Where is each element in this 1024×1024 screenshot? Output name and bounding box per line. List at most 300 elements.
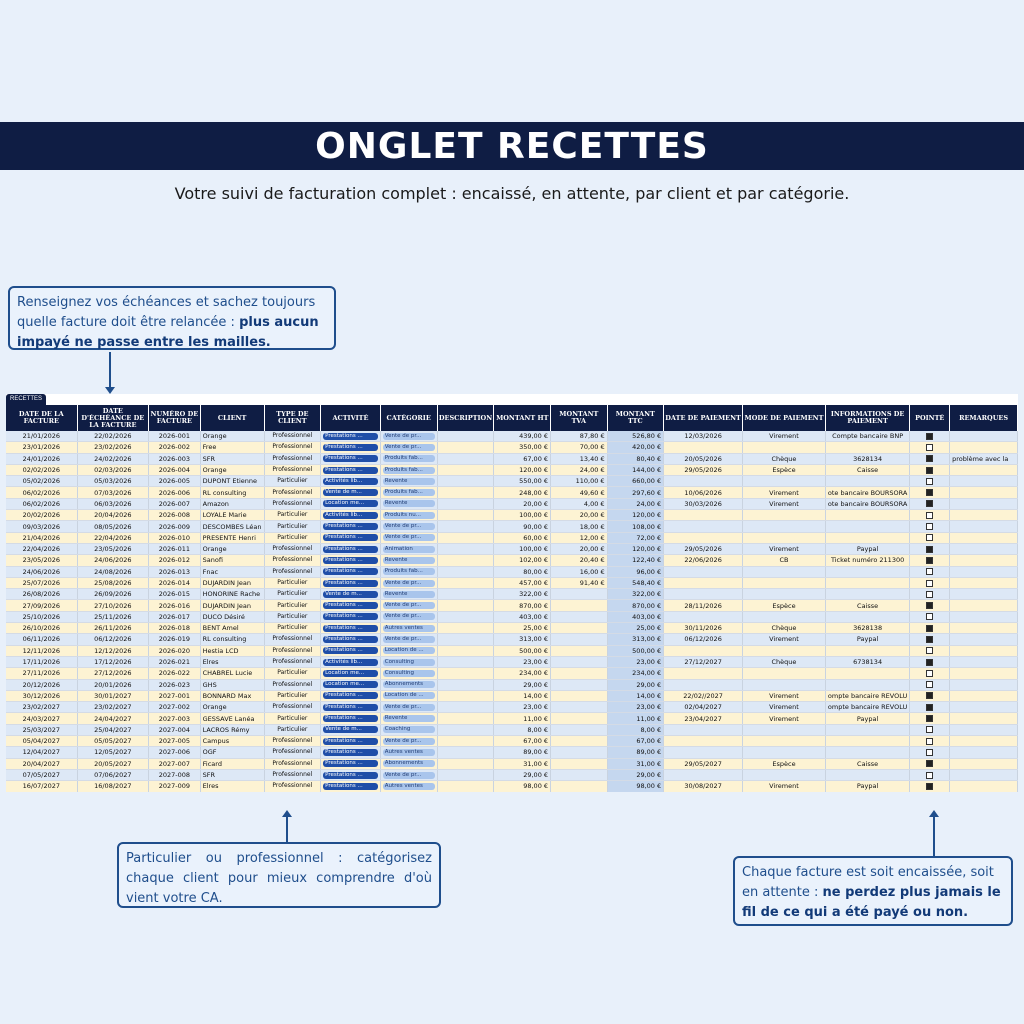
sheet-tab-recettes[interactable]: RECETTES	[6, 394, 46, 405]
table-cell[interactable]: Paypal	[825, 713, 909, 724]
column-header[interactable]: NUMÉRO DE FACTURE	[149, 405, 201, 431]
table-cell[interactable]	[551, 668, 608, 679]
table-cell[interactable]: Ficard	[200, 758, 264, 769]
activity-dropdown[interactable]: Prestations ...	[323, 738, 378, 745]
table-cell[interactable]	[825, 769, 909, 780]
activity-dropdown[interactable]: Prestations ...	[323, 557, 378, 564]
table-cell[interactable]: 2026-016	[149, 600, 201, 611]
table-cell[interactable]: 27/10/2026	[77, 600, 148, 611]
table-cell[interactable]	[743, 476, 826, 487]
table-cell[interactable]: 20/04/2027	[6, 758, 77, 769]
table-cell[interactable]: 02/02/2026	[6, 464, 77, 475]
table-cell[interactable]: Particulier	[264, 690, 321, 701]
pointe-checkbox[interactable]	[926, 444, 933, 451]
table-cell[interactable]: ompte bancaire REVOLU	[825, 690, 909, 701]
table-cell[interactable]: 12/11/2026	[6, 645, 77, 656]
table-cell[interactable]	[825, 611, 909, 622]
table-cell[interactable]: Particulier	[264, 724, 321, 735]
table-cell[interactable]	[380, 498, 437, 509]
table-cell[interactable]: 120,00 €	[607, 543, 664, 554]
table-cell[interactable]: 26/11/2026	[77, 623, 148, 634]
table-cell[interactable]	[664, 510, 743, 521]
table-cell[interactable]: Caisse	[825, 758, 909, 769]
table-cell[interactable]: 12/03/2026	[664, 431, 743, 442]
table-cell[interactable]	[321, 521, 381, 532]
table-cell[interactable]: Virement	[743, 690, 826, 701]
table-cell[interactable]	[551, 600, 608, 611]
table-cell[interactable]: Professionnel	[264, 431, 321, 442]
table-cell[interactable]: 350,00 €	[494, 442, 551, 453]
table-cell[interactable]: 67,00 €	[607, 736, 664, 747]
category-dropdown[interactable]: Location de ...	[383, 692, 435, 699]
table-cell[interactable]: DUJARDIN Jean	[200, 600, 264, 611]
table-cell[interactable]: Particulier	[264, 510, 321, 521]
table-cell[interactable]: 06/02/2026	[6, 498, 77, 509]
table-cell[interactable]: GESSAVE Lanéa	[200, 713, 264, 724]
table-cell[interactable]	[437, 464, 494, 475]
table-cell[interactable]: 20/01/2026	[77, 679, 148, 690]
column-header[interactable]: ACTIVITÉ	[321, 405, 381, 431]
table-cell[interactable]: 27/09/2026	[6, 600, 77, 611]
table-cell[interactable]	[551, 656, 608, 667]
table-cell[interactable]	[910, 702, 950, 713]
table-cell[interactable]	[910, 634, 950, 645]
table-cell[interactable]: 2026-019	[149, 634, 201, 645]
table-cell[interactable]: Orange	[200, 543, 264, 554]
table-cell[interactable]	[437, 781, 494, 792]
table-cell[interactable]: Professionnel	[264, 679, 321, 690]
table-cell[interactable]: 2027-008	[149, 769, 201, 780]
table-cell[interactable]: PRESENTE Henri	[200, 532, 264, 543]
table-cell[interactable]	[950, 758, 1018, 769]
table-cell[interactable]: Particulier	[264, 611, 321, 622]
table-cell[interactable]: 313,00 €	[494, 634, 551, 645]
table-cell[interactable]: 49,60 €	[551, 487, 608, 498]
table-cell[interactable]	[437, 543, 494, 554]
table-cell[interactable]	[743, 769, 826, 780]
table-cell[interactable]: Sanofi	[200, 555, 264, 566]
table-cell[interactable]	[321, 532, 381, 543]
category-dropdown[interactable]: Autres ventes	[383, 625, 435, 632]
table-cell[interactable]	[380, 487, 437, 498]
table-cell[interactable]: 403,00 €	[607, 611, 664, 622]
table-cell[interactable]: Orange	[200, 431, 264, 442]
table-cell[interactable]: 24,00 €	[551, 464, 608, 475]
table-cell[interactable]: 90,00 €	[494, 521, 551, 532]
table-cell[interactable]	[321, 498, 381, 509]
table-cell[interactable]: 439,00 €	[494, 431, 551, 442]
table-cell[interactable]: problème avec la	[950, 453, 1018, 464]
table-cell[interactable]: 2026-001	[149, 431, 201, 442]
table-cell[interactable]: 500,00 €	[494, 645, 551, 656]
pointe-checkbox[interactable]	[926, 715, 933, 722]
activity-dropdown[interactable]: Prestations ...	[323, 783, 378, 790]
table-cell[interactable]	[910, 589, 950, 600]
table-cell[interactable]: 20/05/2026	[664, 453, 743, 464]
table-cell[interactable]	[743, 589, 826, 600]
table-cell[interactable]: Professionnel	[264, 736, 321, 747]
table-cell[interactable]	[380, 464, 437, 475]
table-cell[interactable]: 2027-005	[149, 736, 201, 747]
table-cell[interactable]	[825, 747, 909, 758]
table-cell[interactable]	[437, 600, 494, 611]
table-cell[interactable]: Professionnel	[264, 543, 321, 554]
activity-dropdown[interactable]: Vente de m...	[323, 489, 378, 496]
table-cell[interactable]: Professionnel	[264, 464, 321, 475]
table-cell[interactable]: Professionnel	[264, 634, 321, 645]
table-cell[interactable]: Campus	[200, 736, 264, 747]
table-cell[interactable]	[437, 736, 494, 747]
table-cell[interactable]: 20,00 €	[551, 510, 608, 521]
table-cell[interactable]	[910, 521, 950, 532]
pointe-checkbox[interactable]	[926, 704, 933, 711]
table-cell[interactable]	[664, 724, 743, 735]
table-cell[interactable]: Amazon	[200, 498, 264, 509]
table-cell[interactable]	[380, 769, 437, 780]
activity-dropdown[interactable]: Prestations ...	[323, 546, 378, 553]
table-cell[interactable]	[664, 577, 743, 588]
activity-dropdown[interactable]: Prestations ...	[323, 433, 378, 440]
table-cell[interactable]: 67,00 €	[494, 453, 551, 464]
table-cell[interactable]: 8,00 €	[494, 724, 551, 735]
table-cell[interactable]: Virement	[743, 781, 826, 792]
category-dropdown[interactable]: Autres ventes	[383, 749, 435, 756]
table-cell[interactable]: CB	[743, 555, 826, 566]
pointe-checkbox[interactable]	[926, 749, 933, 756]
table-cell[interactable]: 25/11/2026	[77, 611, 148, 622]
pointe-checkbox[interactable]	[926, 523, 933, 530]
table-cell[interactable]	[950, 566, 1018, 577]
pointe-checkbox[interactable]	[926, 602, 933, 609]
category-dropdown[interactable]: Revente	[383, 715, 435, 722]
table-cell[interactable]: 29,00 €	[607, 679, 664, 690]
table-cell[interactable]	[321, 431, 381, 442]
category-dropdown[interactable]: Vente de pr...	[383, 772, 435, 779]
table-cell[interactable]	[380, 623, 437, 634]
table-cell[interactable]: 144,00 €	[607, 464, 664, 475]
table-cell[interactable]	[950, 645, 1018, 656]
table-cell[interactable]	[380, 589, 437, 600]
activity-dropdown[interactable]: Prestations ...	[323, 749, 378, 756]
table-cell[interactable]: HONORINE Rache	[200, 589, 264, 600]
activity-dropdown[interactable]: Vente de m...	[323, 591, 378, 598]
table-cell[interactable]	[321, 724, 381, 735]
table-cell[interactable]	[743, 724, 826, 735]
category-dropdown[interactable]: Revente	[383, 557, 435, 564]
table-cell[interactable]: Free	[200, 442, 264, 453]
pointe-checkbox[interactable]	[926, 534, 933, 541]
table-cell[interactable]	[910, 769, 950, 780]
activity-dropdown[interactable]: Prestations ...	[323, 772, 378, 779]
table-cell[interactable]	[551, 611, 608, 622]
table-cell[interactable]: 122,40 €	[607, 555, 664, 566]
table-cell[interactable]: 2027-009	[149, 781, 201, 792]
table-cell[interactable]	[437, 510, 494, 521]
table-cell[interactable]	[551, 758, 608, 769]
table-cell[interactable]	[321, 645, 381, 656]
table-cell[interactable]: 20/12/2026	[6, 679, 77, 690]
table-cell[interactable]: 2026-009	[149, 521, 201, 532]
table-cell[interactable]: 21/04/2026	[6, 532, 77, 543]
table-cell[interactable]	[664, 521, 743, 532]
activity-dropdown[interactable]: Prestations ...	[323, 602, 378, 609]
table-cell[interactable]	[437, 566, 494, 577]
table-cell[interactable]: 24/03/2027	[6, 713, 77, 724]
table-cell[interactable]: 322,00 €	[607, 589, 664, 600]
table-cell[interactable]: Espèce	[743, 600, 826, 611]
table-cell[interactable]	[910, 498, 950, 509]
table-cell[interactable]	[380, 611, 437, 622]
table-cell[interactable]: 403,00 €	[494, 611, 551, 622]
table-cell[interactable]: Virement	[743, 487, 826, 498]
table-cell[interactable]: 08/05/2026	[77, 521, 148, 532]
table-cell[interactable]: 870,00 €	[607, 600, 664, 611]
table-cell[interactable]	[380, 656, 437, 667]
table-cell[interactable]: 23/04/2027	[664, 713, 743, 724]
table-cell[interactable]	[380, 736, 437, 747]
table-cell[interactable]	[437, 555, 494, 566]
table-cell[interactable]: DUCO Désiré	[200, 611, 264, 622]
table-cell[interactable]: 10/06/2026	[664, 487, 743, 498]
table-cell[interactable]: Particulier	[264, 521, 321, 532]
table-cell[interactable]: Particulier	[264, 600, 321, 611]
table-cell[interactable]: 548,40 €	[607, 577, 664, 588]
table-cell[interactable]	[743, 577, 826, 588]
table-cell[interactable]: 80,40 €	[607, 453, 664, 464]
activity-dropdown[interactable]: Prestations ...	[323, 636, 378, 643]
table-cell[interactable]: 2026-022	[149, 668, 201, 679]
table-cell[interactable]	[910, 724, 950, 735]
table-cell[interactable]	[437, 623, 494, 634]
table-cell[interactable]	[321, 769, 381, 780]
table-cell[interactable]: 2026-003	[149, 453, 201, 464]
column-header[interactable]: MONTANT TTC	[607, 405, 664, 431]
category-dropdown[interactable]: Produits fab...	[383, 467, 435, 474]
table-cell[interactable]	[321, 634, 381, 645]
table-cell[interactable]: LOYALE Marie	[200, 510, 264, 521]
table-cell[interactable]: 25/10/2026	[6, 611, 77, 622]
table-cell[interactable]: 14,00 €	[607, 690, 664, 701]
column-header[interactable]: TYPE DE CLIENT	[264, 405, 321, 431]
table-cell[interactable]: 12,00 €	[551, 532, 608, 543]
column-header[interactable]: CLIENT	[200, 405, 264, 431]
table-cell[interactable]: 23/02/2026	[77, 442, 148, 453]
table-cell[interactable]: Professionnel	[264, 442, 321, 453]
table-cell[interactable]: 457,00 €	[494, 577, 551, 588]
column-header[interactable]: MODE DE PAIEMENT	[743, 405, 826, 431]
table-cell[interactable]: 20,00 €	[494, 498, 551, 509]
table-cell[interactable]: 22/06/2026	[664, 555, 743, 566]
table-cell[interactable]	[437, 577, 494, 588]
table-cell[interactable]	[910, 611, 950, 622]
table-cell[interactable]: 2026-012	[149, 555, 201, 566]
table-cell[interactable]: Virement	[743, 543, 826, 554]
table-cell[interactable]: Ticket numéro 211300	[825, 555, 909, 566]
table-cell[interactable]	[825, 724, 909, 735]
table-cell[interactable]: 89,00 €	[607, 747, 664, 758]
table-cell[interactable]	[910, 476, 950, 487]
table-cell[interactable]: 98,00 €	[607, 781, 664, 792]
table-cell[interactable]: Virement	[743, 713, 826, 724]
table-cell[interactable]: 17/11/2026	[6, 656, 77, 667]
table-cell[interactable]: 02/04/2027	[664, 702, 743, 713]
table-cell[interactable]: Professionnel	[264, 769, 321, 780]
table-cell[interactable]	[910, 645, 950, 656]
table-cell[interactable]: GHS	[200, 679, 264, 690]
table-cell[interactable]	[910, 668, 950, 679]
table-cell[interactable]	[664, 747, 743, 758]
table-cell[interactable]	[437, 769, 494, 780]
table-cell[interactable]: 70,00 €	[551, 442, 608, 453]
table-cell[interactable]: 06/12/2026	[664, 634, 743, 645]
table-cell[interactable]	[950, 769, 1018, 780]
table-cell[interactable]	[321, 442, 381, 453]
table-cell[interactable]	[950, 690, 1018, 701]
table-cell[interactable]: ote bancaire BOURSORA	[825, 487, 909, 498]
activity-dropdown[interactable]: Prestations ...	[323, 704, 378, 711]
table-cell[interactable]	[910, 781, 950, 792]
table-cell[interactable]: Fnac	[200, 566, 264, 577]
category-dropdown[interactable]: Produits fab...	[383, 568, 435, 575]
table-cell[interactable]	[321, 487, 381, 498]
category-dropdown[interactable]: Vente de pr...	[383, 580, 435, 587]
table-cell[interactable]: 25,00 €	[607, 623, 664, 634]
table-cell[interactable]: Professionnel	[264, 645, 321, 656]
table-cell[interactable]	[825, 679, 909, 690]
table-cell[interactable]: 29/05/2027	[664, 758, 743, 769]
table-cell[interactable]	[743, 611, 826, 622]
table-cell[interactable]	[664, 566, 743, 577]
table-cell[interactable]: 322,00 €	[494, 589, 551, 600]
table-cell[interactable]: Particulier	[264, 532, 321, 543]
pointe-checkbox[interactable]	[926, 433, 933, 440]
table-cell[interactable]: 22/02/2026	[77, 431, 148, 442]
table-cell[interactable]: Elres	[200, 656, 264, 667]
table-cell[interactable]	[380, 521, 437, 532]
table-cell[interactable]	[910, 453, 950, 464]
table-cell[interactable]: 89,00 €	[494, 747, 551, 758]
table-cell[interactable]: 2026-021	[149, 656, 201, 667]
table-cell[interactable]	[437, 487, 494, 498]
table-cell[interactable]: Hestia LCD	[200, 645, 264, 656]
table-cell[interactable]	[437, 634, 494, 645]
table-cell[interactable]	[910, 464, 950, 475]
table-cell[interactable]: 26/08/2026	[6, 589, 77, 600]
table-cell[interactable]	[380, 442, 437, 453]
table-cell[interactable]: 24,00 €	[607, 498, 664, 509]
table-cell[interactable]	[437, 611, 494, 622]
table-cell[interactable]	[437, 645, 494, 656]
table-cell[interactable]	[950, 747, 1018, 758]
table-cell[interactable]	[910, 431, 950, 442]
table-cell[interactable]	[437, 476, 494, 487]
table-cell[interactable]: 23/05/2026	[6, 555, 77, 566]
table-cell[interactable]: 06/03/2026	[77, 498, 148, 509]
table-cell[interactable]	[825, 566, 909, 577]
activity-dropdown[interactable]: Prestations ...	[323, 534, 378, 541]
category-dropdown[interactable]: Consulting	[383, 670, 435, 677]
table-cell[interactable]: ote bancaire BOURSORA	[825, 498, 909, 509]
pointe-checkbox[interactable]	[926, 760, 933, 767]
table-cell[interactable]	[380, 690, 437, 701]
table-cell[interactable]: BONNARD Max	[200, 690, 264, 701]
table-cell[interactable]	[743, 532, 826, 543]
table-cell[interactable]	[664, 532, 743, 543]
table-cell[interactable]: 23/05/2026	[77, 543, 148, 554]
table-cell[interactable]	[664, 769, 743, 780]
table-cell[interactable]	[910, 690, 950, 701]
table-cell[interactable]: 07/06/2027	[77, 769, 148, 780]
table-cell[interactable]	[380, 747, 437, 758]
column-header[interactable]: CATÉGORIE	[380, 405, 437, 431]
table-cell[interactable]: 29/05/2026	[664, 464, 743, 475]
table-cell[interactable]	[950, 442, 1018, 453]
pointe-checkbox[interactable]	[926, 455, 933, 462]
category-dropdown[interactable]: Vente de pr...	[383, 433, 435, 440]
table-cell[interactable]: 2026-004	[149, 464, 201, 475]
table-cell[interactable]	[321, 566, 381, 577]
table-cell[interactable]: 23/02/2027	[77, 702, 148, 713]
table-cell[interactable]: 2026-010	[149, 532, 201, 543]
table-cell[interactable]	[437, 442, 494, 453]
table-cell[interactable]: 2026-008	[149, 510, 201, 521]
table-cell[interactable]	[664, 589, 743, 600]
table-cell[interactable]	[551, 645, 608, 656]
table-cell[interactable]	[910, 747, 950, 758]
table-cell[interactable]	[321, 543, 381, 554]
table-cell[interactable]: 2026-015	[149, 589, 201, 600]
table-cell[interactable]	[950, 510, 1018, 521]
table-cell[interactable]	[664, 442, 743, 453]
table-cell[interactable]: 20/04/2026	[77, 510, 148, 521]
table-cell[interactable]: 06/02/2026	[6, 487, 77, 498]
table-cell[interactable]: Caisse	[825, 600, 909, 611]
table-cell[interactable]: 23,00 €	[607, 656, 664, 667]
table-cell[interactable]: 20,40 €	[551, 555, 608, 566]
table-cell[interactable]	[321, 600, 381, 611]
table-cell[interactable]: 80,00 €	[494, 566, 551, 577]
table-cell[interactable]: 72,00 €	[607, 532, 664, 543]
table-cell[interactable]	[950, 521, 1018, 532]
table-cell[interactable]: 17/12/2026	[77, 656, 148, 667]
table-cell[interactable]: 22/04/2026	[77, 532, 148, 543]
table-cell[interactable]: Chèque	[743, 656, 826, 667]
table-cell[interactable]: Particulier	[264, 713, 321, 724]
table-cell[interactable]: Particulier	[264, 589, 321, 600]
table-cell[interactable]: 2027-006	[149, 747, 201, 758]
table-cell[interactable]: 2026-017	[149, 611, 201, 622]
column-header[interactable]: REMARQUES	[950, 405, 1018, 431]
table-cell[interactable]	[664, 476, 743, 487]
table-cell[interactable]: 11,00 €	[494, 713, 551, 724]
table-cell[interactable]	[321, 464, 381, 475]
pointe-checkbox[interactable]	[926, 625, 933, 632]
table-cell[interactable]	[380, 566, 437, 577]
table-cell[interactable]	[950, 679, 1018, 690]
table-cell[interactable]: 29,00 €	[607, 769, 664, 780]
table-cell[interactable]	[664, 611, 743, 622]
pointe-checkbox[interactable]	[926, 546, 933, 553]
table-cell[interactable]	[664, 668, 743, 679]
pointe-checkbox[interactable]	[926, 647, 933, 654]
table-cell[interactable]: 12/05/2027	[77, 747, 148, 758]
table-cell[interactable]	[950, 577, 1018, 588]
category-dropdown[interactable]: Vente de pr...	[383, 602, 435, 609]
table-cell[interactable]: 21/01/2026	[6, 431, 77, 442]
table-cell[interactable]: Professionnel	[264, 781, 321, 792]
table-cell[interactable]	[380, 532, 437, 543]
table-cell[interactable]: 07/05/2027	[6, 769, 77, 780]
